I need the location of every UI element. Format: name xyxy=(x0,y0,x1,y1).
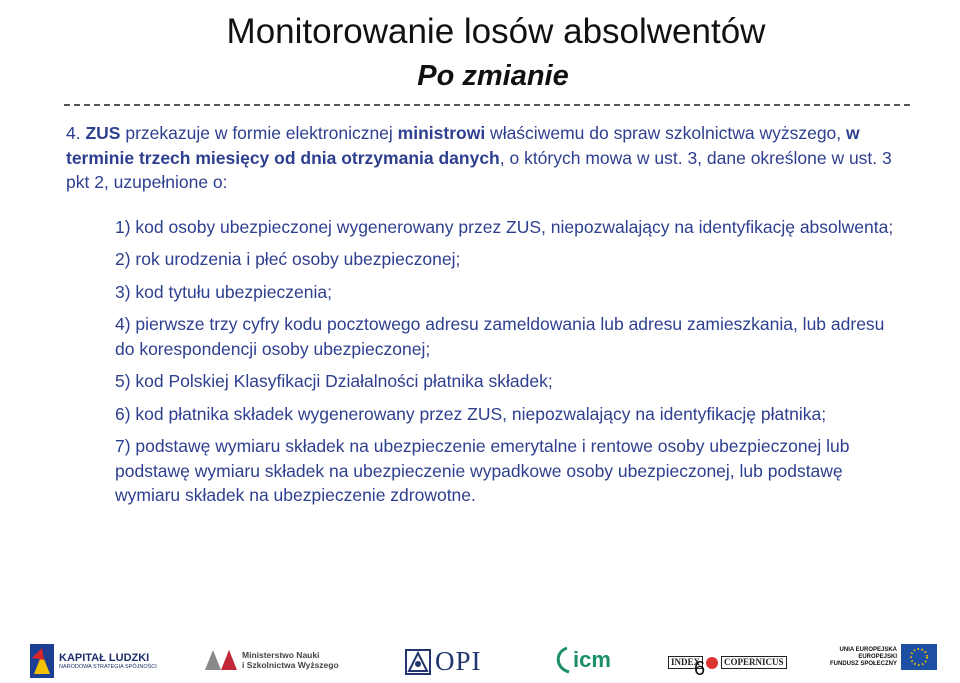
ministry-name-line1: Ministerstwo Nauki xyxy=(242,650,320,660)
kapital-ludzki-logo xyxy=(30,644,157,678)
intro-text-3: właściwemu do spraw szkolnictwa wyższego, xyxy=(485,123,847,143)
icm-logo xyxy=(553,646,611,674)
eu-line3: FUNDUSZ SPOŁECZNY xyxy=(830,660,898,667)
list-item: 1) kod osoby ubezpieczonej wygenerowany przez ZUS, niepozwalający na identyfikację absolwenta; xyxy=(115,216,894,237)
opi-text: OPI xyxy=(435,646,482,676)
footer-logos xyxy=(0,636,960,683)
icm-text: icm xyxy=(573,647,611,672)
slide-content xyxy=(66,121,906,508)
dashed-divider xyxy=(64,104,910,106)
page-subtitle: Po zmianie xyxy=(417,60,569,92)
intro-text-2: przekazuje w formie elektronicznej xyxy=(120,123,398,143)
page-number: 6 xyxy=(694,658,706,680)
opi-logo xyxy=(405,646,482,677)
intro-text-1: 4. xyxy=(66,123,86,143)
ministry-name-line2: i Szkolnictwa Wyższego xyxy=(242,660,339,670)
eu-line1: UNIA EUROPEJSKA xyxy=(839,646,898,653)
list-item: 5) kod Polskiej Klasyfikacji Działalności płatnika składek; xyxy=(115,371,553,391)
page-title: Monitorowanie losów absolwentów xyxy=(226,12,766,51)
data-items-list xyxy=(66,215,906,508)
opi-emblem-icon xyxy=(405,649,431,675)
list-item: 3) kod tytułu ubezpieczenia; xyxy=(115,281,332,302)
list-item: 4) pierwsze trzy cyfry kodu pocztowego adresu zameldowania lub adresu zamieszkania, lub adresu do korespondencji osoby ubezpieczonej; xyxy=(115,314,885,359)
eu-flag-icon xyxy=(901,644,937,670)
index-text: INDEX xyxy=(668,656,703,669)
copernicus-dot-icon xyxy=(706,657,718,669)
ministry-emblem-icon xyxy=(205,650,237,670)
index-copernicus-logo xyxy=(668,656,787,669)
intro-text-4: , o których mowa w ust. 3, dane określone w ust. 3 pkt 2, uzupełnione o: xyxy=(66,147,892,192)
intro-paragraph xyxy=(66,121,906,195)
eu-line2: EUROPEJSKI xyxy=(858,653,898,660)
intro-bold-deadline: w terminie trzech miesięcy od dnia otrzymania danych xyxy=(66,123,860,168)
kapital-ludzki-subtitle: NARODOWA STRATEGIA SPÓJNOŚCI xyxy=(59,664,157,670)
list-item: 2) rok urodzenia i płeć osoby ubezpieczonej; xyxy=(115,249,461,269)
list-item: 6) kod płatnika składek wygenerowany przez ZUS, niepozwalający na identyfikację płatnika; xyxy=(115,403,827,424)
kapital-ludzki-star-icon xyxy=(30,644,54,678)
ministry-logo xyxy=(205,650,339,670)
intro-bold-ministrowi: ministrowi xyxy=(397,123,486,143)
eu-logo xyxy=(830,644,937,670)
copernicus-text: COPERNICUS xyxy=(721,656,787,669)
intro-bold-zus: ZUS xyxy=(85,123,121,143)
list-item: 7) podstawę wymiaru składek na ubezpieczenie emerytalne i rentowe osoby ubezpieczonej lub podstawę wymiaru składek na ubezpieczenie wypadkowe osoby ubezpieczonej, lub podstawę wymiaru składek na ubezpieczenie zdrowotne. xyxy=(115,436,850,505)
icm-swirl-icon xyxy=(553,646,573,674)
kapital-ludzki-title: KAPITAŁ LUDZKI xyxy=(59,652,150,664)
